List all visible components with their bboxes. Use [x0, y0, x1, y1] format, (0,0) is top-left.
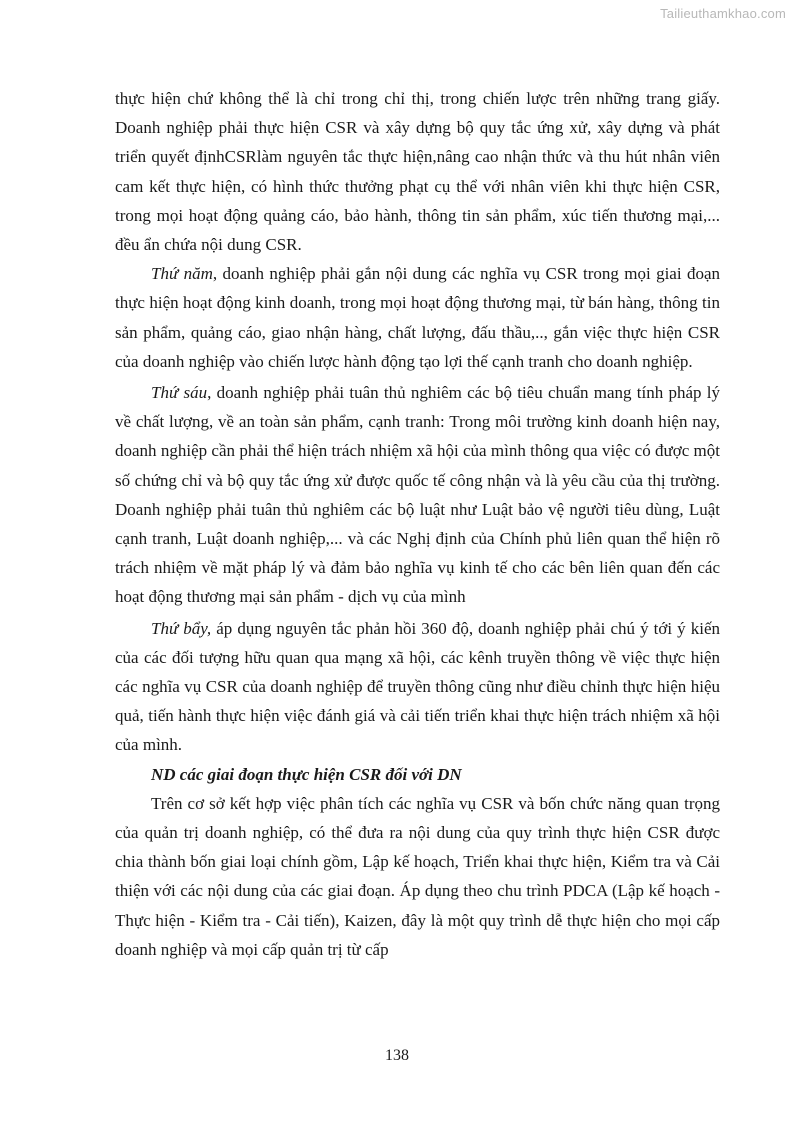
paragraph-thu-nam [115, 259, 720, 376]
paragraph-continuation: thực hiện chứ không thể là chỉ trong chỉ thị, trong chiến lược trên những trang giấy. Doanh nghiệp phải thực hiện CSR và xây dựng bộ quy tắc ứng xử, xây dựng và phát triển quyết địnhCSRlàm nguyên tắc thực hiện,nâng cao nhận thức và thu hút nhân viên cam kết thực hiện, có hình thức thưởng phạt cụ thể với nhân viên khi thực hiện CSR, trong mọi hoạt động quảng cáo, bảo hành, thông tin sản phẩm, xúc tiến thương mại,... đều ẩn chứa nội dung CSR. [115, 89, 720, 255]
paragraph-process: Trên cơ sở kết hợp việc phân tích các nghĩa vụ CSR và bốn chức năng quan trọng của quản trị doanh nghiệp, có thể đưa ra nội dung của quy trình thực hiện CSR được chia thành bốn giai loại chính gồm, Lập kế hoạch, Triển khai thực hiện, Kiểm tra và Cải thiện với các nội dung của các giai đoạn. Áp dụng theo chu trình PDCA (Lập kế hoạch - Thực hiện - Kiểm tra - Cải tiến), Kaizen, đây là một quy trình dễ thực hiện cho mọi cấp doanh nghiệp và mọi cấp quản trị từ cấp [115, 793, 720, 959]
page-number: 138 [385, 1047, 409, 1064]
watermark: Tailieuthamkhao.com [660, 6, 786, 21]
paragraph-text-thu-nam: , doanh nghiệp phải gắn nội dung các nghĩa vụ CSR trong mọi giai đoạn thực hiện hoạt động kinh doanh, trong mọi hoạt động thương mại, từ bán hàng, thông tin sản phẩm, quảng cáo, giao nhận hàng, chất lượng, đấu thầu,.., gắn việc thực hiện CSR của doanh nghiệp vào chiến lược hành động tạo lợi thế cạnh tranh cho doanh nghiệp. [115, 264, 720, 371]
section-heading: ND các giai đoạn thực hiện CSR đối với DN [151, 764, 462, 784]
paragraph-text-thu-bay: áp dụng nguyên tắc phản hồi 360 độ, doanh nghiệp phải chú ý tới ý kiến của các đối tượng hữu quan qua mạng xã hội, các kênh truyền thông về việc thực hiện các nghĩa vụ CSR của doanh nghiệp để truyền thông cũng như điều chỉnh thực hiện hiệu quả, tiến hành thực hiện việc đánh giá và cải tiến triển khai thực hiện trách nhiệm xã hội của mình. [115, 618, 720, 755]
paragraph-thu-bay [115, 614, 720, 760]
paragraph-lead-thu-nam: Thứ năm [151, 264, 213, 284]
paragraph-lead-thu-bay: Thứ bẩy, [151, 618, 212, 638]
paragraph-lead-thu-sau: Thứ sáu [151, 383, 208, 403]
paragraph-thu-sau [115, 378, 720, 612]
paragraph-text-thu-sau: , doanh nghiệp phải tuân thủ nghiêm các bộ tiêu chuẩn mang tính pháp lý về chất lượng, về an toàn sản phẩm, cạnh tranh: Trong môi trường kinh doanh hiện nay, doanh nghiệp cần phải thể hiện trách nhiệm xã hội của mình thông qua việc có được một số chứng chỉ và bộ quy tắc ứng xử được quốc tế công nhận và là yêu cầu của thị trường. Doanh nghiệp phải tuân thủ nghiêm các bộ luật như Luật bảo vệ người tiêu dùng, Luật cạnh tranh, Luật doanh nghiệp,... và các Nghị định của Chính phủ liên quan thể hiện rõ trách nhiệm về mặt pháp lý và đảm bảo nghĩa vụ kinh tế cho các bên liên quan đến các hoạt động thương mại sản phẩm - dịch vụ của mình [115, 383, 720, 607]
page-body [115, 84, 720, 964]
